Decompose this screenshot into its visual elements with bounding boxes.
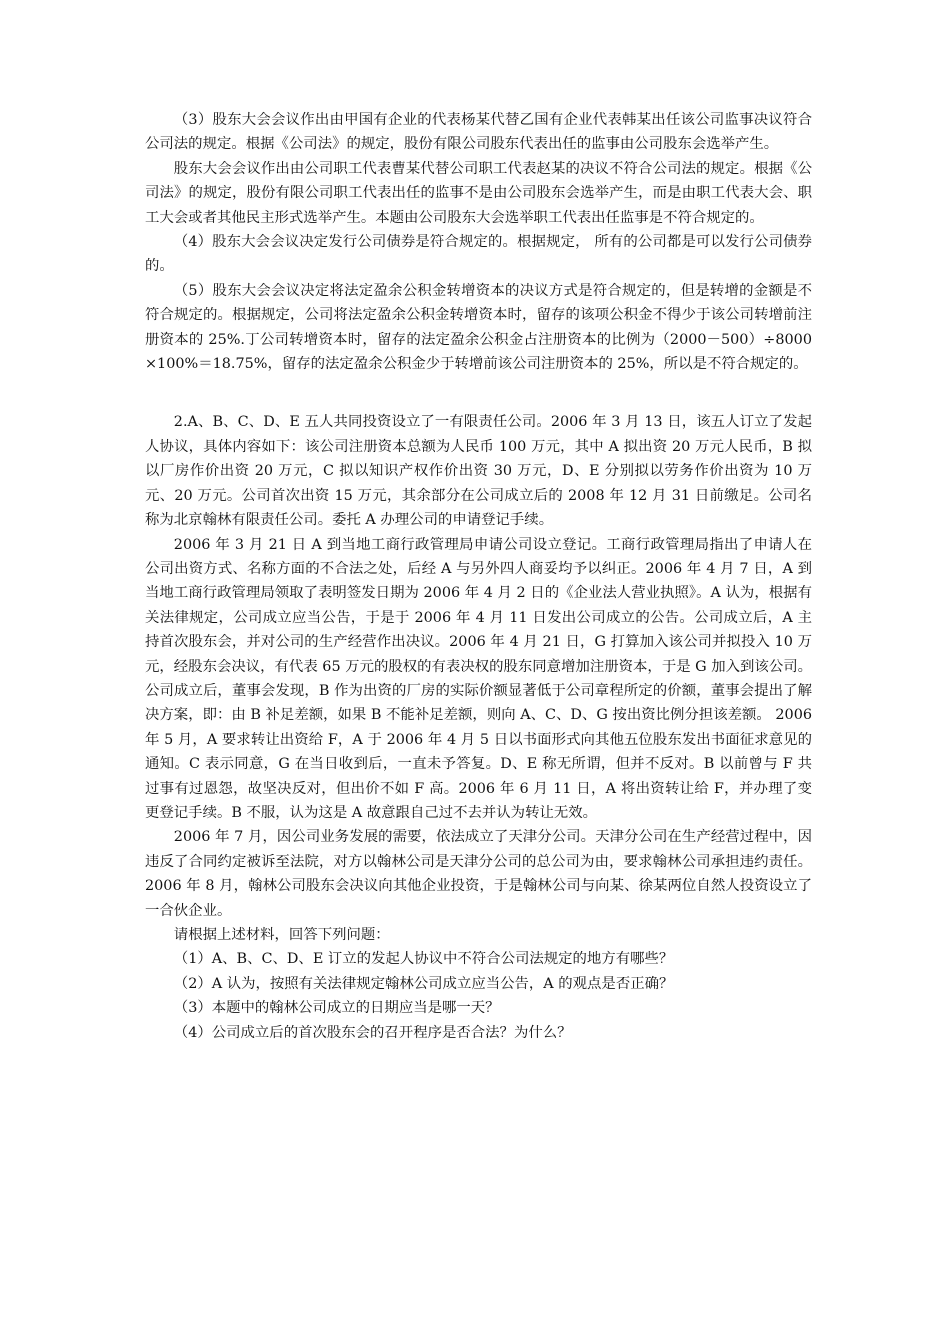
question-2: （2）A 认为，按照有关法律规定翰林公司成立应当公告，A 的观点是否正确？ [173,975,674,992]
question-3: （3）本题中的翰林公司成立的日期应当是哪一天？ [173,1000,500,1017]
section-spacer [145,376,812,410]
case-section [145,410,812,1045]
question-4: （4）公司成立后的首次股东会的召开程序是否合法？为什么？ [173,1024,572,1041]
answer-paragraph-3: （3）股东大会会议作出由甲国有企业的代表杨某代替乙国有企业代表韩某出任该公司监事决议符合公司法的规定。根据《公司法》的规定，股份有限公司股东代表出任的监事由公司股东会选举产生。 [145,112,812,153]
answer-paragraph-3-continued: 股东大会会议作出由公司职工代表曹某代替公司职工代表赵某的决议不符合公司法的规定。根据《公司法》的规定，股份有限公司职工代表出任的监事不是由公司股东会选举产生，而是由职工代表大会、职工大会或者其他民主形式选举产生。本题由公司股东大会选举职工代表出任监事是不符合规定的。 [145,160,812,226]
answer-paragraph-5: （5）股东大会会议决定将法定盈余公积金转增资本的决议方式是符合规定的，但是转增的金额是不符合规定的。根据规定，公司将法定盈余公积金转增资本时，留存的该项公积金不得少于该公司转增前注册资本的 25%.丁公司转增资本时，留存的法定盈余公积金占注册资本的比例为（2000－500）÷8000×100%＝18.75%，留存的法定盈余公积金少于转增前该公司注册资本的 25%，所以是不符合规定的。 [145,282,812,373]
case-paragraph-intro: 2.A、B、C、D、E 五人共同投资设立了一有限责任公司。2006 年 3 月 13 日，该五人订立了发起人协议，具体内容如下：该公司注册资本总额为人民币 100 万元，其中 A 拟出资 20 万元人民币，B 拟以厂房作价出资 20 万元，C 拟以知识产权作价出资 30 万元，D、E 分别拟以劳务作价出资为 10 万元、20 万元。公司首次出资 15 万元，其余部分在公司成立后的 2008 年 12 月 31 日前缴足。公司名称为北京翰林有限责任公司。委托 A 办理公司的申请登记手续。 [145,414,812,529]
case-paragraph-branch: 2006 年 7 月，因公司业务发展的需要，依法成立了天津分公司。天津分公司在生产经营过程中，因违反了合同约定被诉至法院，对方以翰林公司是天津分公司的总公司为由，要求翰林公司承担违约责任。 2006 年 8 月，翰林公司股东会决议向其他企业投资，于是翰林公司与向某、徐某两位自然人投资设立了一合伙企业。 [145,829,812,919]
answer-paragraph-4: （4）股东大会会议决定发行公司债券是符合规定的。根据规定， 所有的公司都是可以发行公司债券的。 [145,234,812,275]
case-paragraph-registration: 2006 年 3 月 21 日 A 到当地工商行政管理局申请公司设立登记。工商行政管理局指出了申请人在公司出资方式、名称方面的不合法之处，后经 A 与另外四人商妥均予以纠正。2006 年 4 月 7 日，A 到当地工商行政管理局领取了表明签发日期为 2006 年 4 月 2 日的《企业法人营业执照》。A 认为，根据有关法律规定，公司成立应当公告，于是于 2006 年 4 月 11 日发出公司成立的公告。公司成立后，A 主持首次股东会，并对公司的生产经营作出决议。2006 年 4 月 21 日，G 打算加入该公司并拟投入 10 万元，经股东会决议，有代表 65 万元的股权的有表决权的股东同意增加注册资本，于是 G 加入到该公司。公司成立后，董事会发现，B 作为出资的厂房的实际价额显著低于公司章程所定的价额，董事会提出了解决方案，即：由 B 补足差额，如果 B 不能补足差额，则向 A、C、D、G 按出资比例分担该差额。 2006 年 5 月，A 要求转让出资给 F，A 于 2006 年 4 月 5 日以书面形式向其他五位股东发出书面征求意见的通知。C 表示同意，G 在当日收到后，一直未予答复。D、E 称无所谓，但并不反对。B 以前曾与 F 共过事有过恩怨，故坚决反对，但出价不如 F 高。2006 年 6 月 11 日，A 将出资转让给 F，并办理了变更登记手续。B 不服，认为这是 A 故意跟自己过不去并认为转让无效。 [145,536,812,821]
case-paragraph-instruction: 请根据上述材料，回答下列问题： [173,927,390,943]
question-1: （1）A、B、C、D、E 订立的发起人协议中不符合公司法规定的地方有哪些？ [173,951,674,968]
answer-section [145,108,812,376]
document-page [145,108,812,1308]
